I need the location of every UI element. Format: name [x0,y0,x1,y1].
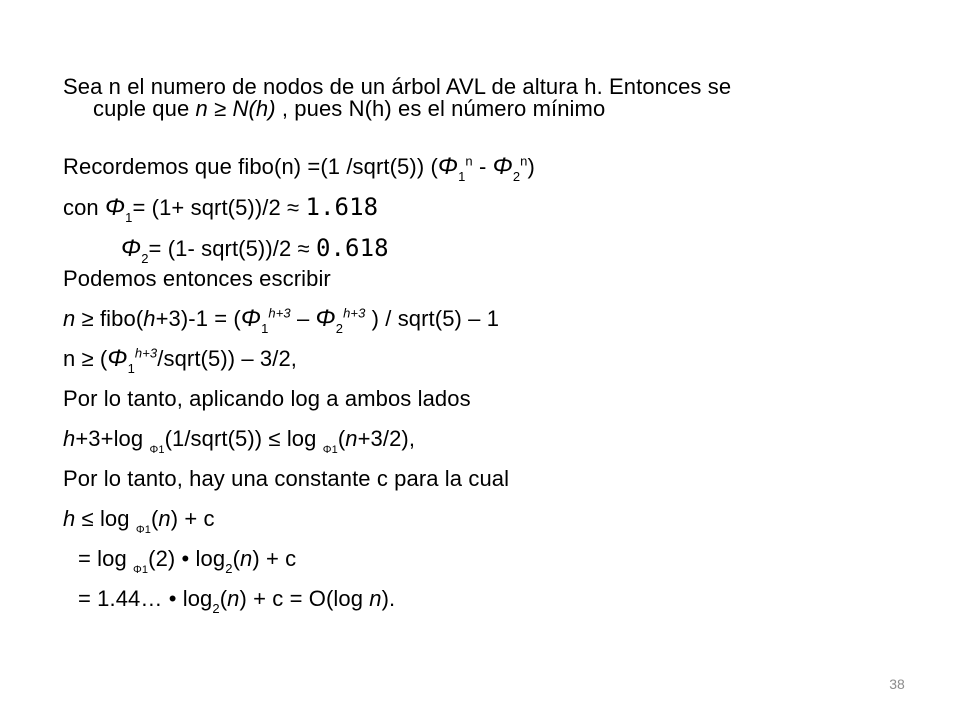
eq1-part-b: (2) • log [148,546,226,571]
exp-n: n [520,153,528,169]
phi1-formula: = (1+ sqrt(5))/2 ≈ [132,195,306,220]
h-bound-part-a: ≤ log [75,506,136,531]
ineq2-part-b: /sqrt(5)) – 3/2, [157,346,298,371]
exp-n: n [465,153,473,169]
phi-sub-1: 1 [458,169,466,185]
phi-sub-2: 2 [335,321,344,337]
var-h: h [143,306,156,331]
close-paren: ) [527,154,535,179]
por-lo-tanto-log-line [63,384,923,414]
exp-h3: h+3 [268,305,291,321]
change-of-base-line [63,544,923,577]
phi2-value: 0.618 [315,234,389,262]
slide-body [63,72,923,617]
eq1-part-c: ( [232,546,240,571]
var-n: n [345,426,358,451]
phi1-value: 1.618 [305,193,379,221]
constante-line [63,464,923,494]
phi-symbol: Φ [240,305,262,332]
h-bound-part-c: ) + c [170,506,215,531]
eq1-part-a: = log [78,546,134,571]
log-base-phi1: Φ1 [135,524,151,537]
log1-part-a: +3+log [75,426,150,451]
var-h: h [63,506,76,531]
podemos-text: Podemos entonces escribir [63,266,331,291]
log1-part-d: +3/2), [357,426,416,451]
var-n: n [240,546,253,571]
eq1-part-d: ) + c [252,546,297,571]
h-bound-part-b: ( [150,506,159,531]
log-base-2: 2 [225,561,233,577]
h-bound-line [63,504,923,537]
phi-sub-1: 1 [127,361,135,377]
phi-symbol: Φ [107,345,128,372]
minus-sign: - [472,154,493,179]
var-n: n [63,306,76,331]
inequality-fibo-line [63,304,923,337]
var-n: n [369,586,382,611]
fibo-formula-line [63,152,923,185]
por-lo-tanto-text: Por lo tanto, aplicando log a ambos lados [63,386,471,411]
ineq2-part-a: n ≥ ( [63,346,108,371]
log-base-2: 2 [212,601,220,617]
var-n: n [158,506,171,531]
exp-h3: h+3 [134,345,158,361]
phi2-definition [63,233,923,267]
phi-symbol: Φ [104,194,126,221]
var-n: n [227,586,240,611]
intro-text: Sea n el numero de nodos de un árbol AVL de altura h. Entonces se [63,74,732,99]
phi1-definition [63,192,923,226]
log1-part-b: (1/sqrt(5)) ≤ log [164,426,323,451]
log-inequality-line [63,424,923,457]
phi-sub-2: 2 [141,251,149,267]
phi-symbol: Φ [121,235,142,262]
phi-sub-1: 1 [125,210,133,226]
ineq1-part-c: ) / sqrt(5) – 1 [365,306,500,331]
eq2-part-c: ) + c = O(log [239,586,370,611]
intro-continuation [63,94,923,124]
eq2-part-a: = 1.44… • log [78,586,213,611]
intro-cont-tail: , pues N(h) es el número mínimo [275,96,606,121]
page-number: 38 [889,676,905,692]
eq2-part-b: ( [219,586,228,611]
var-h: h [63,426,76,451]
intro-cont-text: cuple que [93,96,196,121]
ineq1-part-a: ≥ fibo( [75,306,144,331]
log-base-phi1: Φ1 [149,444,165,457]
phi-symbol: Φ [492,153,513,180]
phi-symbol: Φ [437,153,459,180]
exp-h3: h+3 [343,305,366,321]
phi2-formula: = (1- sqrt(5))/2 ≈ [148,236,316,261]
inequality-n-Nh: n ≥ N(h) [195,96,276,121]
fibo-formula-text: Recordemos que fibo(n) =(1 /sqrt(5)) ( [63,154,438,179]
inequality-phi-line [63,344,923,377]
big-o-line [63,584,923,617]
phi-sub-1: 1 [261,321,269,337]
constante-text: Por lo tanto, hay una constante c para la cual [63,466,510,491]
ineq1-dash: – [290,306,316,331]
eq2-part-d: ). [381,586,396,611]
phi-sub-2: 2 [512,169,521,185]
con-label: con [63,195,105,220]
ineq1-part-b: +3)-1 = ( [155,306,241,331]
log1-part-c: ( [337,426,346,451]
log-base-phi1: Φ1 [322,444,338,457]
phi-symbol: Φ [315,305,336,332]
podemos-line [63,264,923,294]
log-base-phi1: Φ1 [133,564,149,577]
